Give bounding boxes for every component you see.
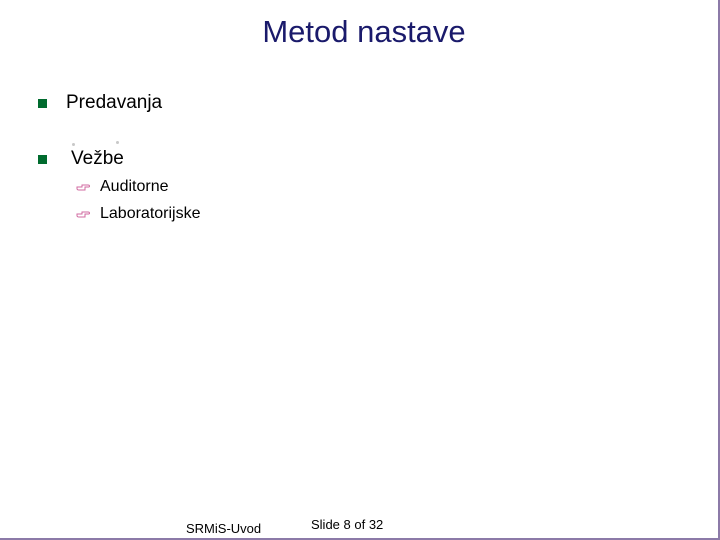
sub-bullet-item-auditorne xyxy=(76,178,169,196)
speck-mark xyxy=(116,141,119,144)
pointing-hand-icon xyxy=(76,209,90,219)
bullet-label: Vežbe xyxy=(71,148,124,169)
footer-title: SRMiS-Uvod xyxy=(186,521,262,536)
speck-mark xyxy=(72,143,75,146)
sub-bullet-label: Auditorne xyxy=(100,178,169,195)
square-bullet-icon xyxy=(38,155,47,164)
sub-bullet-item-laboratorijske xyxy=(76,205,201,223)
slide-number: Slide 8 of 32 xyxy=(311,517,384,532)
square-bullet-icon xyxy=(38,99,47,108)
bullet-item-vezbe xyxy=(38,148,124,170)
bullet-item-predavanja xyxy=(38,92,162,114)
bullet-label: Predavanja xyxy=(66,92,163,113)
slide-title: Metod nastave xyxy=(262,14,466,49)
sub-bullet-label: Laboratorijske xyxy=(100,205,201,222)
pointing-hand-icon xyxy=(76,182,90,192)
